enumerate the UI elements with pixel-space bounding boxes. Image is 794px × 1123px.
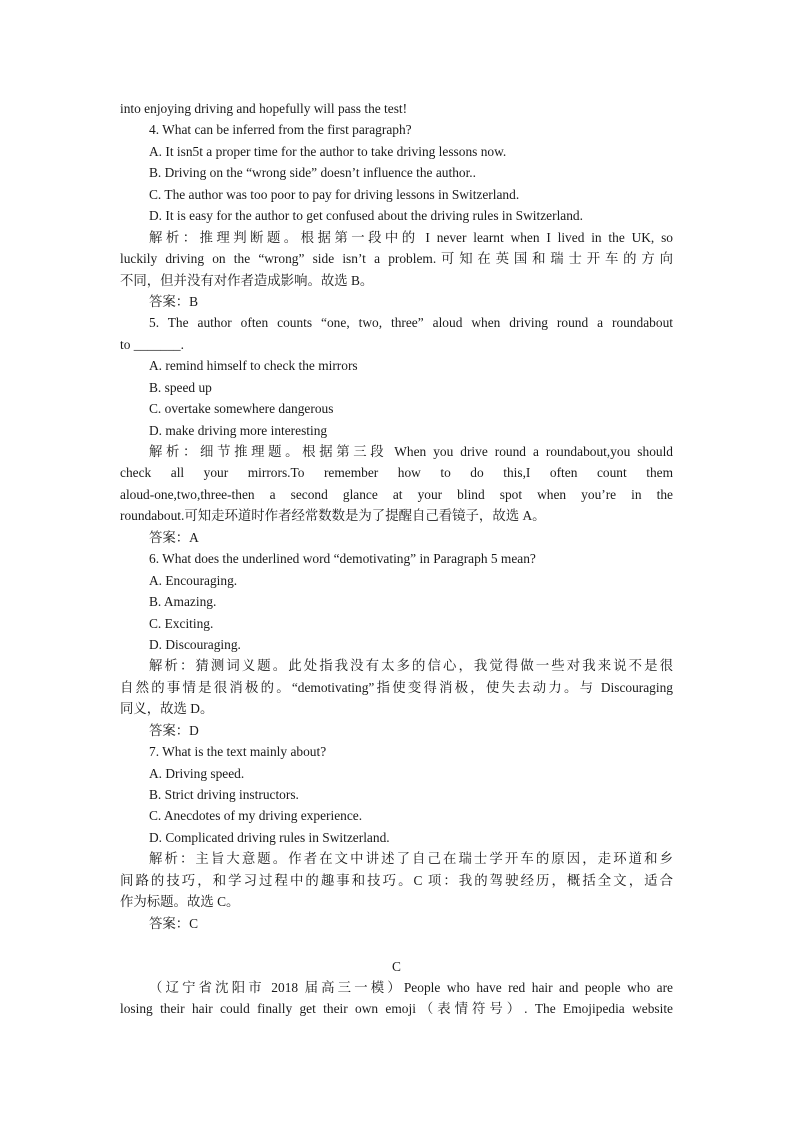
question-6-option-d: D. Discouraging. [149, 636, 241, 652]
question-6-answer: 答案：D [149, 722, 199, 738]
question-7-answer: 答案：C [149, 915, 199, 931]
question-7-option-a: A. Driving speed. [149, 765, 245, 781]
question-7-option-b: B. Strict driving instructors. [149, 787, 299, 802]
question-4-option-d: D. It is easy for the author to get confused about the driving rules in Switzerland. [149, 208, 583, 224]
question-5-analysis-line: check all your mirrors.To remember how to do this,I often count them [120, 465, 673, 481]
question-7-analysis-line: 间路的技巧，和学习过程中的趣事和技巧。C 项：我的驾驶经历，概括全文，适合 [120, 872, 673, 888]
question-6-option-a: A. Encouraging. [149, 572, 238, 588]
question-7-stem: 7. What is the text mainly about? [149, 744, 327, 760]
question-4-analysis-line: luckily driving on the “wrong” side isn’t a problem.可知在英国和瑞士开车的方向 [120, 251, 673, 267]
question-5-option-d: D. make driving more interesting [149, 422, 328, 438]
question-5-option-c: C. overtake somewhere dangerous [149, 401, 334, 417]
question-7-analysis-line: 解析：主旨大意题。作者在文中讲述了自己在瑞士学开车的原因，走环道和乡 [149, 851, 673, 867]
question-6-option-c: C. Exciting. [149, 615, 214, 631]
paragraph-line: into enjoying driving and hopefully will pass the test! [120, 101, 408, 116]
question-6-option-b: B. Amazing. [149, 594, 217, 610]
question-7-option-c: C. Anecdotes of my driving experience. [149, 808, 363, 824]
question-6-analysis-line: 同义，故选 D。 [120, 701, 214, 717]
question-4-option-b: B. Driving on the “wrong side” doesn’t influence the author.. [149, 165, 477, 181]
passage-c-line: losing their hair could finally get their own emoji（表情符号）. The Emojipedia website [120, 1001, 673, 1017]
question-5-answer: 答案：A [149, 529, 199, 545]
question-4-analysis-line: 不同，但并没有对作者造成影响。故选 B。 [120, 272, 374, 288]
question-6-stem: 6. What does the underlined word “demotivating” in Paragraph 5 mean? [149, 551, 536, 567]
question-4-analysis-line: 解析：推理判断题。根据第一段中的 I never learnt when I lived in the UK, so [149, 229, 673, 245]
question-5-analysis-line: 解析：细节推理题。根据第三段 When you drive round a roundabout,you should [149, 444, 673, 459]
question-5-option-a: A. remind himself to check the mirrors [149, 358, 358, 374]
question-7-option-d: D. Complicated driving rules in Switzerland. [149, 829, 390, 845]
section-heading: C [392, 958, 401, 974]
question-4-option-a: A. It isn5t a proper time for the author to take driving lessons now. [149, 143, 507, 159]
question-5-option-b: B. speed up [149, 379, 212, 395]
question-7-analysis-line: 作为标题。故选 C。 [120, 894, 240, 910]
question-5-stem-continued: to _______. [120, 336, 184, 352]
question-6-analysis-line: 解析：猜测词义题。此处指我没有太多的信心，我觉得做一些对我来说不是很 [149, 658, 673, 674]
question-5-analysis-line: roundabout.可知走环道时作者经常数数是为了提醒自己看镜子，故选 A。 [120, 508, 546, 524]
question-4-answer: 答案：B [149, 293, 199, 309]
question-5-analysis-line: aloud-one,two,three-then a second glance at your blind spot when you’re in the [120, 486, 673, 502]
question-4-option-c: C. The author was too poor to pay for driving lessons in Switzerland. [149, 186, 520, 202]
section-spacer [120, 934, 673, 955]
question-4-stem: 4. What can be inferred from the first paragraph? [149, 122, 412, 138]
question-5-stem: 5. The author often counts “one, two, three” aloud when driving round a roundabout [149, 315, 673, 331]
passage-c-line: （辽宁省沈阳市 2018 届高三一模）People who have red hair and people who are [149, 979, 673, 995]
question-6-analysis-line: 自然的事情是很消极的。“demotivating”指使变得消极，使失去动力。与 Discouraging [120, 679, 673, 695]
document-body [120, 98, 673, 1020]
